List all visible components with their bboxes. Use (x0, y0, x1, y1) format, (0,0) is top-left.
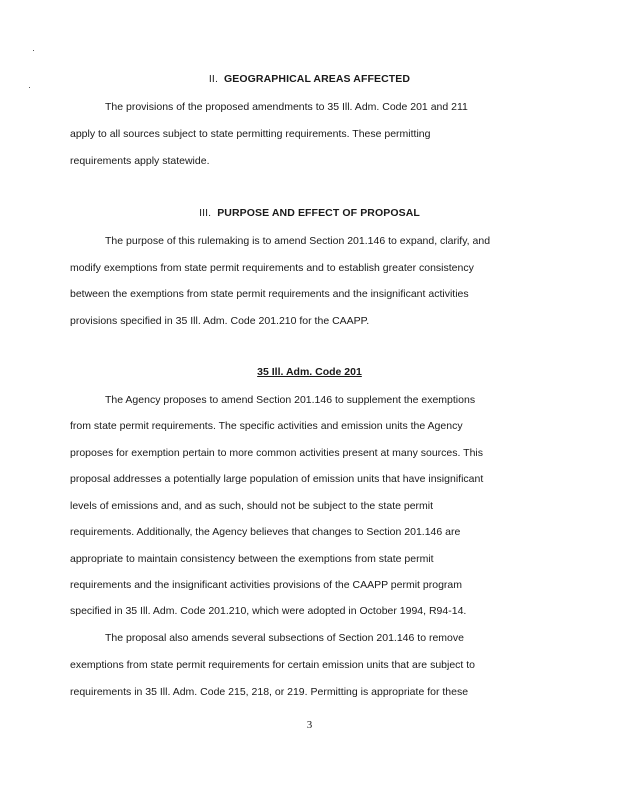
paragraph-1-line: proposal addresses a potentially large population of emission units that have insignificant (70, 473, 484, 485)
scan-speck (29, 87, 30, 88)
section-3-heading (0, 207, 619, 219)
section-3-line: The purpose of this rulemaking is to amend Section 201.146 to expand, clarify, and (105, 235, 491, 247)
section-3-line: between the exemptions from state permit requirements and the insignificant activities (70, 288, 469, 300)
paragraph-1-line: from state permit requirements. The specific activities and emission units the Agency (70, 420, 463, 432)
paragraph-1-line: specified in 35 Ill. Adm. Code 201.210, which were adopted in October 1994, R94-14. (70, 605, 467, 617)
paragraph-1-line: The Agency proposes to amend Section 201.146 to supplement the exemptions (105, 394, 476, 406)
section-2-line: apply to all sources subject to state permitting requirements. These permitting (70, 128, 431, 140)
section-2-heading (0, 73, 619, 85)
section-3-number: III. (199, 207, 212, 219)
section-2-title: GEOGRAPHICAL AREAS AFFECTED (224, 73, 411, 85)
section-2-number: II. (208, 73, 218, 85)
section-2-line: requirements apply statewide. (70, 155, 210, 167)
paragraph-1-line: requirements and the insignificant activities provisions of the CAAPP permit program (70, 579, 462, 591)
paragraph-1-line: levels of emissions and, and as such, should not be subject to the state permit (70, 500, 434, 512)
paragraph-2-line: The proposal also amends several subsections of Section 201.146 to remove (105, 632, 464, 644)
page-number: 3 (306, 719, 313, 731)
section-3-line: modify exemptions from state permit requirements and to establish greater consistency (70, 262, 474, 274)
scan-speck (33, 50, 34, 51)
subsection-heading: 35 Ill. Adm. Code 201 (257, 366, 362, 378)
section-3-title: PURPOSE AND EFFECT OF PROPOSAL (217, 207, 420, 219)
paragraph-1-line: requirements. Additionally, the Agency believes that changes to Section 201.146 are (70, 526, 461, 538)
paragraph-1-line: appropriate to maintain consistency between the exemptions from state permit (70, 553, 434, 565)
section-3-line: provisions specified in 35 Ill. Adm. Code 201.210 for the CAAPP. (70, 315, 370, 327)
section-2-line: The provisions of the proposed amendments to 35 Ill. Adm. Code 201 and 211 (105, 101, 468, 113)
paragraph-2-line: requirements in 35 Ill. Adm. Code 215, 218, or 219. Permitting is appropriate for these (70, 686, 469, 698)
paragraph-1-line: proposes for exemption pertain to more common activities present at many sources. This (70, 447, 483, 459)
paragraph-2-line: exemptions from state permit requirements for certain emission units that are subject to (70, 659, 476, 671)
